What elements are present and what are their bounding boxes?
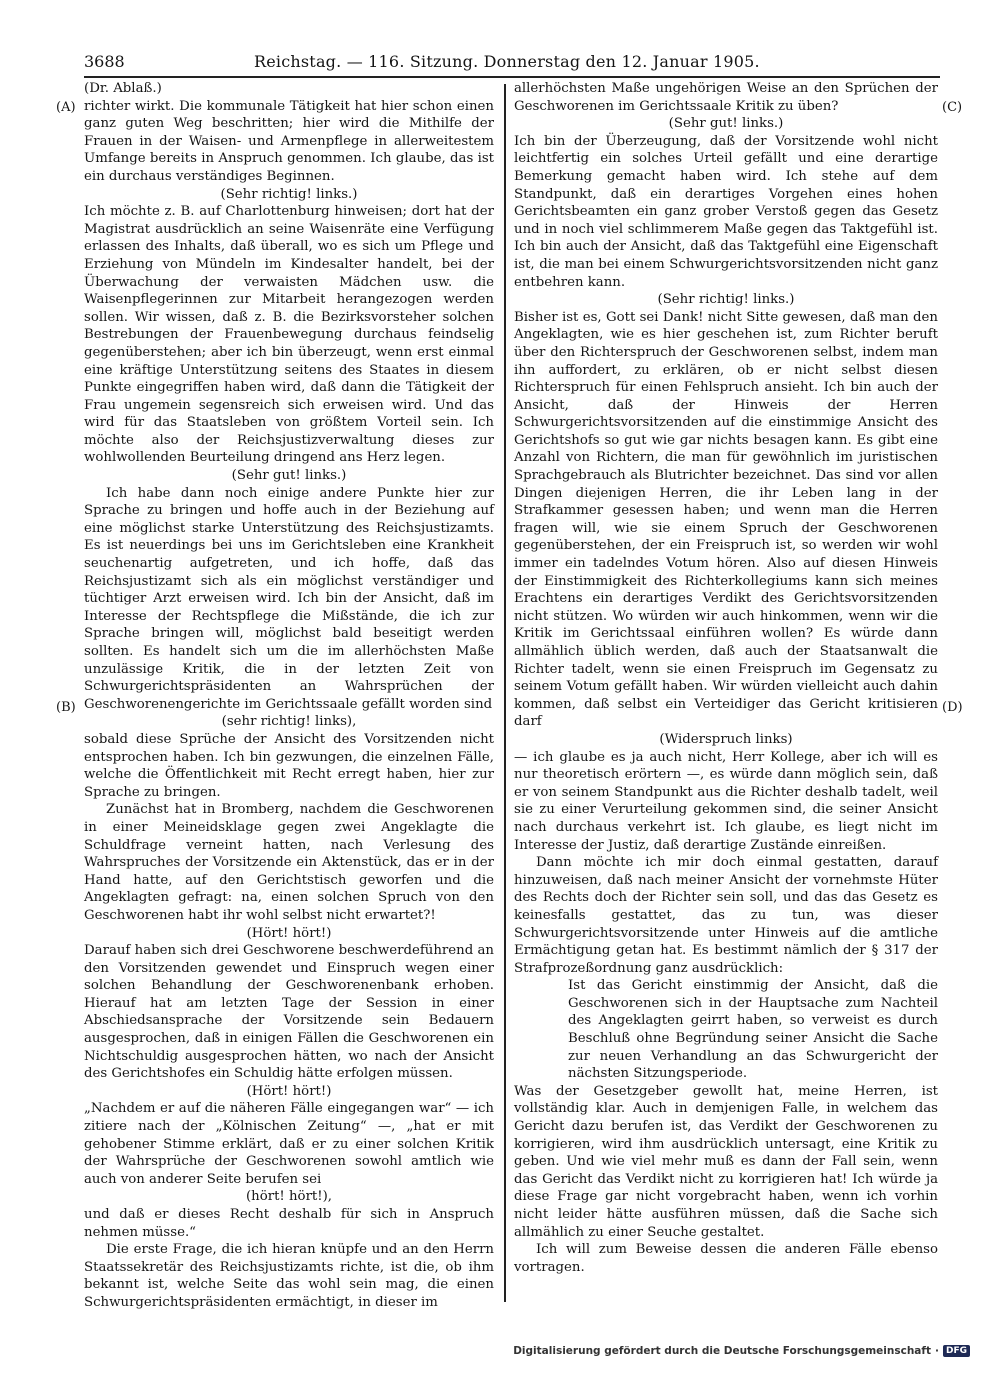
interjection: (sehr richtig! links), xyxy=(221,714,357,730)
interjection: (Hört! hört!) xyxy=(246,1083,332,1099)
paragraph: Ich will zum Beweise dessen die anderen Fälle ebenso vortragen. xyxy=(514,1242,938,1275)
paragraph: Ich habe dann noch einige andere Punkte hier zur Sprache zu bringen und hoffe auch in der Beziehung auf eine möglichst starke Unterstützung des Reichsjustizamts. Es ist neuerdings bei uns im Gerichtsleben eine Krankheit seuchenartig aufgetreten, und ich hoffe, daß das Reichsjustizamt sich als ein möglichst verständiger und tüchtiger Arzt erweisen wird. Ich bin der Ansicht, daß im Interesse der Rechtspflege die Mißstände, die ich zur Sprache bringen will, möglichst bald beseitigt werden sollten. Es handelt sich um die im allerhöchsten Maße unzulässige Kritik, die in der letzten Zeit von Schwurgerichtspräsidenten an Wahrsprüchen der Geschworenengerichte im Gerichtssaale gefällt worden sind xyxy=(84,485,494,712)
paragraph: Zunächst hat in Bromberg, nachdem die Geschworenen in einer Meineidsklage gegen zwei Angeklagte die Schuldfrage verneint hatten, nach Verlesung des Wahrspruches der Vorsitzende ein Aktenstück, das er in der Hand hatte, auf den Gerichtstisch geworfen und die Angeklagten gefragt: na, einen solchen Spruch von den Geschworenen habt ihr wohl selbst nicht erwartet?! xyxy=(84,802,494,923)
law-quotation: Ist das Gericht einstimmig der Ansicht, daß die Geschworenen sich in der Hauptsache zum Nachteil des Angeklagten geirrt haben, so verweist es durch Beschluß ohne Begründung seiner Ansicht die Sache zur neuen Verhandlung an das Schwurgericht der nächsten Sitzungsperiode. xyxy=(568,978,938,1082)
paragraph: Dann möchte ich mir doch einmal gestatten, darauf hinzuweisen, daß nach meiner Ansicht der vornehmste Hüter des Rechts doch der Richter sein soll, und das das Gesetz es keinesfalls gestattet, das zu tun, was dieser Schwurgerichtsvorsitzende unter Hinweis auf die amtliche Ermächtigung getan hat. Es bestimmt nämlich der § 317 der Strafprozeßordnung ganz ausdrücklich: xyxy=(514,855,938,976)
left-column xyxy=(84,80,494,1312)
paragraph: Was der Gesetzgeber gewollt hat, meine Herren, ist vollständig klar. Auch in demjenigen Falle, in welchem das Gericht dazu berufen ist, das Verdikt der Geschworenen zu korrigieren, wird ihm ausdrücklich untersagt, eine Kritik zu geben. Und wie viel mehr muß es dann der Fall sein, wenn das Gericht das Verdikt nicht zu korrigieren hat! Ich würde ja diese Frage gar nicht vorgebracht haben, wenn ich vorhin nicht leider hätte ausführen müssen, daß die Sache sich allmählich zu einer Seuche gestaltet. xyxy=(514,1083,938,1240)
speaker-name: (Dr. Ablaß.) xyxy=(84,81,162,96)
interjection: (hört! hört!), xyxy=(245,1189,333,1205)
paragraph: richter wirkt. Die kommunale Tätigkeit hat hier schon einen ganz guten Weg beschritten; hier wird die Mithilfe der Frauen in der Waisen- und Armenpflege in allerweitestem Umfange bereits in Anspruch genommen. Ich glaube, das ist ein durchaus verständiges Beginnen. xyxy=(84,98,494,184)
paragraph: „Nachdem er auf die näheren Fälle eingegangen war“ — ich zitiere nach der „Kölnischen Zeitung“ —, „hat er mit gehobener Stimme erklärt, daß er zu einer solchen Kritik der Wahrsprüche der Geschworenen sowohl amtlich wie auch von anderer Seite berufen sei xyxy=(84,1101,494,1187)
paragraph: und daß er dieses Recht deshalb für sich in Anspruch nehmen müsse.“ xyxy=(84,1207,494,1240)
paragraph: Ich bin der Überzeugung, daß der Vorsitzende wohl nicht leichtfertig ein solches Urteil gefällt und eine derartige Bemerkung gemacht haben wird. Ich stehe auf dem Standpunkt, daß ein derartiges Vorgehen eines hohen Gerichtsbeamten ein ganz grober Verstoß gegen das Gesetz und in noch viel schlimmerem Maße gegen das Taktgefühl ist. Ich bin auch der Ansicht, daß das Taktgefühl eine Eigenschaft ist, die man bei einem Schwurgerichtsvorsitzenden nicht ganz entbehren kann. xyxy=(514,133,938,290)
column-divider xyxy=(504,84,506,1302)
interjection: (Sehr richtig! links.) xyxy=(220,186,358,202)
paragraph: Ich möchte z. B. auf Charlottenburg hinweisen; dort hat der Magistrat ausdrücklich an seine Waisenräte eine Verfügung erlassen des Inhalts, daß überall, wo es sich um Pflege und Erziehung von Mündeln im Kindesalter handelt, bei der Überwachung der verwaisten Mädchen usw. die Waisenpflegerinnen zur Mitarbeit herangezogen werden sollen. Wir wissen, daß z. B. die Bezirksvorsteher solchen Bestrebungen der Frauenbewegung durchaus feindselig gegenüberstehen; aber ich bin überzeugt, wenn erst einmal eine kräftige Unterstützung seitens des Staates in diesem Punkte eingegriffen haben wird, daß dann die Tätigkeit der Frau ungemein segensreich sich erweisen wird. Und das wird für das Staatsleben von größtem Vorteil sein. Ich möchte also der Reichsjustizverwaltung dieses zur wohlwollenden Beurteilung dringend ans Herz legen. xyxy=(84,204,494,466)
interjection: (Hört! hört!) xyxy=(246,925,332,941)
paragraph: sobald diese Sprüche der Ansicht des Vorsitzenden nicht entsprochen haben. Ich bin gezwungen, die einzelnen Fälle, welche die Öffentlichkeit mit Recht erregt haben, hier zur Sprache zu bringen. xyxy=(84,731,494,800)
margin-mark-b: (B) xyxy=(56,700,76,715)
margin-mark-c: (C) xyxy=(942,100,963,115)
margin-mark-a: (A) xyxy=(56,100,76,115)
page-footer: Digitalisierung gefördert durch die Deutsche Forschungsgemeinschaft · DFG xyxy=(513,1345,970,1357)
paragraph: — ich glaube es ja auch nicht, Herr Kollege, aber ich will es nur theoretisch erörtern —, es würde dann möglich sein, daß er von seinem Standpunkt aus die Richter deshalb tadelt, weil sie zu einer Verurteilung gekommen sind, die seiner Ansicht nach durchaus verkehrt ist. Ich glaube, es liegt nicht im Interesse der Justiz, daß derartige Zustände einreißen. xyxy=(514,749,938,853)
dfg-logo: DFG xyxy=(943,1345,970,1357)
running-title: Reichstag. — 116. Sitzung. Donnerstag den 12. Januar 1905. xyxy=(254,52,760,71)
paragraph: Bisher ist es, Gott sei Dank! nicht Sitte gewesen, daß man den Angeklagten, wie es hier geschehen ist, zum Richter beruft über den Richterspruch der Geschworenen selbst, indem man ihn auffordert, zu erklären, ob er nicht selbst diesen Richterspruch für einen Fehlspruch ansieht. Ich bin auch der Ansicht, daß der Hinweis der Herren Schwurgerichtsvorsitzenden auf die einstimmige Ansicht des Gerichtshofs so gut wie gar nichts besagen kann. Es gibt eine Anzahl von Richtern, die man für gewöhnlich im juristischen Sprachgebrauch als Blutrichter bezeichnet. Das sind vor allen Dingen diejenigen Herren, die ihr Leben lang in der Strafkammer gesessen haben; und wenn man die Herren fragen will, wie sie einem Spruch der Geschworenen gegenüberstehen, der ein Freispruch ist, so werden wir wohl immer ein tadelndes Votum hören. Also auf diesen Hinweis der Einstimmigkeit des Richterkollegiums kann sich meines Erachtens ein derartiges Verdikt des Gerichtsvorsitzenden nicht stützen. Wo würden wir auch hinkommen, wenn wir die Kritik im Gerichtssaal einführen wollen? Es würde dann allmählich üblich werden, daß auch der Staatsanwalt die Richter tadelt, wenn sie einen Freispruch im Gegensatz zu seinem Votum gefällt haben. Wir würden vielleicht auch dahin kommen, daß selbst ein Verteidiger das Gericht kritisieren darf xyxy=(514,309,938,730)
paragraph: Darauf haben sich drei Geschworene beschwerdeführend an den Vorsitzenden gewendet und Einspruch wegen einer solchen Behandlung der Geschworenenbank erhoben. Hierauf hat am letzten Tage der Session in einer Abschiedsansprache der Vorsitzende sein Bedauern ausgesprochen, daß in einigen Fällen die Geschworenen ein Nichtschuldig ausgesprochen hätten, wo nach der Ansicht des Gerichtshofes ein Schuldig hätte erfolgen müssen. xyxy=(84,943,494,1082)
paragraph: Die erste Frage, die ich hieran knüpfe und an den Herrn Staatssekretär des Reichsjustizamts richte, ist die, ob ihm bekannt ist, welche Seite das wohl sein mag, die einen Schwurgerichtspräsidenten ermächtigt, in dieser im xyxy=(84,1242,494,1310)
margin-mark-d: (D) xyxy=(942,700,963,715)
interjection: (Sehr gut! links.) xyxy=(668,116,784,132)
interjection: (Sehr richtig! links.) xyxy=(657,292,795,308)
interjection: (Sehr gut! links.) xyxy=(231,468,347,484)
interjection: (Widerspruch links) xyxy=(659,731,793,747)
paragraph: allerhöchsten Maße ungehörigen Weise an den Sprüchen der Geschworenen im Gerichtssaale Kritik zu üben? xyxy=(514,81,938,114)
page-number: 3688 xyxy=(84,52,125,71)
right-column xyxy=(514,80,938,1276)
header-rule xyxy=(84,76,940,78)
page-header xyxy=(84,50,940,76)
funding-note: Digitalisierung gefördert durch die Deutsche Forschungsgemeinschaft xyxy=(513,1345,931,1357)
